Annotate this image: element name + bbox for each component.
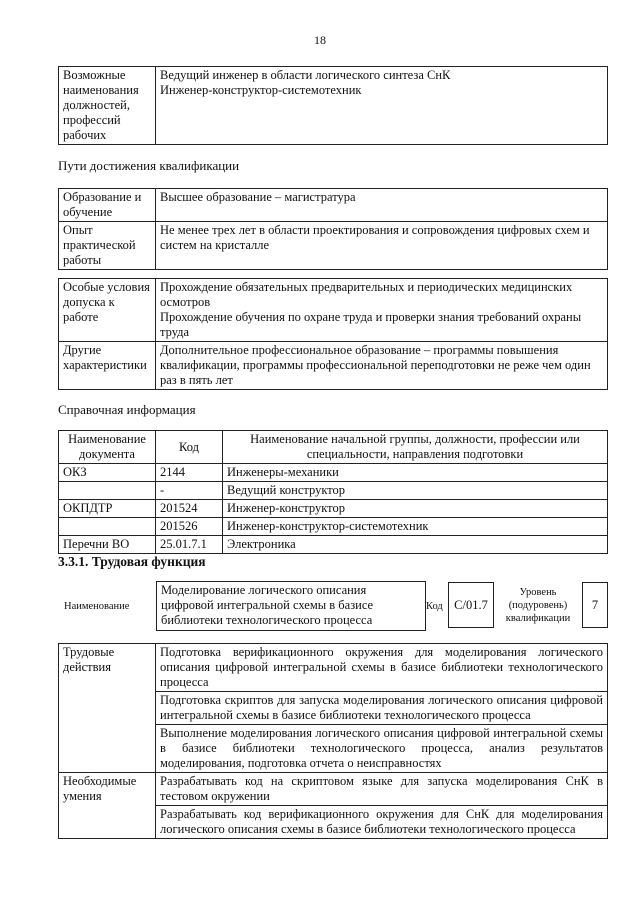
function-name-label: Наименование	[64, 601, 130, 612]
level-label: Уровень (подуровень) квалификации	[505, 587, 571, 624]
conditions-table	[58, 278, 608, 390]
level-box	[582, 582, 608, 628]
ref-name: Инженер-конструктор	[223, 500, 608, 518]
function-name-box	[156, 581, 426, 631]
positions-table	[58, 66, 608, 145]
level-value: 7	[591, 597, 599, 612]
function-title: 3.3.1. Трудовая функция	[58, 554, 206, 569]
education-value: Высшее образование – магистратура	[156, 189, 608, 222]
page-number: 18	[314, 33, 326, 47]
experience-label: Опыт практической работы	[59, 222, 156, 270]
condition-item: Прохождение обучения по охране труда и проверки знания требований охраны труда	[160, 310, 582, 339]
positions-label: Возможные наименования должностей, профессий рабочих	[59, 67, 156, 145]
table-row	[59, 536, 608, 554]
action-item: Подготовка скриптов для запуска моделирования логического описания цифровой интегральной схемы в базисе библиотеки технологического процесса	[156, 692, 608, 725]
table-row	[59, 482, 608, 500]
skill-item: Разрабатывать код верификационного окружения для СнК для моделирования логического описания схемы в базисе библиотеки технологического процесса	[156, 806, 608, 839]
ref-name: Электроника	[223, 536, 608, 554]
action-item: Выполнение моделирования логического описания цифровой интегральной схемы в базисе библиотеки технологического процесса, анализ результатов моделирования, подготовка отчета о неисправностях	[156, 725, 608, 773]
other-label: Другие характеристики	[59, 342, 156, 390]
skill-item: Разрабатывать код на скриптовом языке для запуска моделирования СнК в тестовом окружении	[156, 773, 608, 806]
ref-doc: Перечни ВО	[59, 536, 156, 554]
function-code-label: Код	[426, 601, 443, 612]
ref-doc: ОКЗ	[59, 464, 156, 482]
action-item: Подготовка верификационного окружения для моделирования логического описания цифровой интегральной схемы в базисе библиотеки технологического процесса	[156, 644, 608, 692]
function-code-box	[448, 582, 494, 628]
ref-header-name: Наименование начальной группы, должности, профессии или специальности, направления подготовки	[223, 431, 608, 464]
conditions-label: Особые условия допуска к работе	[59, 279, 156, 342]
position-item: Ведущий инженер в области логического синтеза СнК	[160, 68, 451, 82]
ref-doc	[59, 518, 156, 536]
other-value: Дополнительное профессиональное образование – программы повышения квалификации, программы профессиональной переподготовки не реже чем один раз в пять лет	[156, 342, 608, 390]
paths-title: Пути достижения квалификации	[58, 158, 240, 173]
ref-code: -	[156, 482, 223, 500]
ref-code: 201526	[156, 518, 223, 536]
education-label: Образование и обучение	[59, 189, 156, 222]
condition-item: Прохождение обязательных предварительных и периодических медицинских осмотров	[160, 280, 573, 309]
table-row	[59, 500, 608, 518]
ref-code: 2144	[156, 464, 223, 482]
ref-doc: ОКПДТР	[59, 500, 156, 518]
experience-value: Не менее трех лет в области проектирования и сопровождения цифровых схем и систем на кристалле	[156, 222, 608, 270]
table-row	[59, 518, 608, 536]
ref-name: Инженер-конструктор-системотехник	[223, 518, 608, 536]
ref-name: Ведущий конструктор	[223, 482, 608, 500]
ref-doc	[59, 482, 156, 500]
position-item: Инженер-конструктор-системотехник	[160, 83, 362, 97]
table-row	[59, 464, 608, 482]
actions-table	[58, 643, 608, 839]
education-table	[58, 188, 608, 270]
function-code-value: C/01.7	[454, 597, 488, 612]
positions-values	[156, 67, 608, 145]
ref-code: 201524	[156, 500, 223, 518]
conditions-values	[156, 279, 608, 342]
ref-header-code: Код	[156, 431, 223, 464]
skills-label: Необходимые умения	[59, 773, 156, 839]
reference-title: Справочная информация	[58, 402, 196, 417]
actions-label: Трудовые действия	[59, 644, 156, 773]
reference-table	[58, 430, 608, 554]
ref-header-doc: Наименование документа	[59, 431, 156, 464]
ref-name: Инженеры-механики	[223, 464, 608, 482]
function-name-value: Моделирование логического описания цифровой интегральной схемы в базисе библиотеки технологического процесса	[161, 583, 374, 627]
ref-code: 25.01.7.1	[156, 536, 223, 554]
